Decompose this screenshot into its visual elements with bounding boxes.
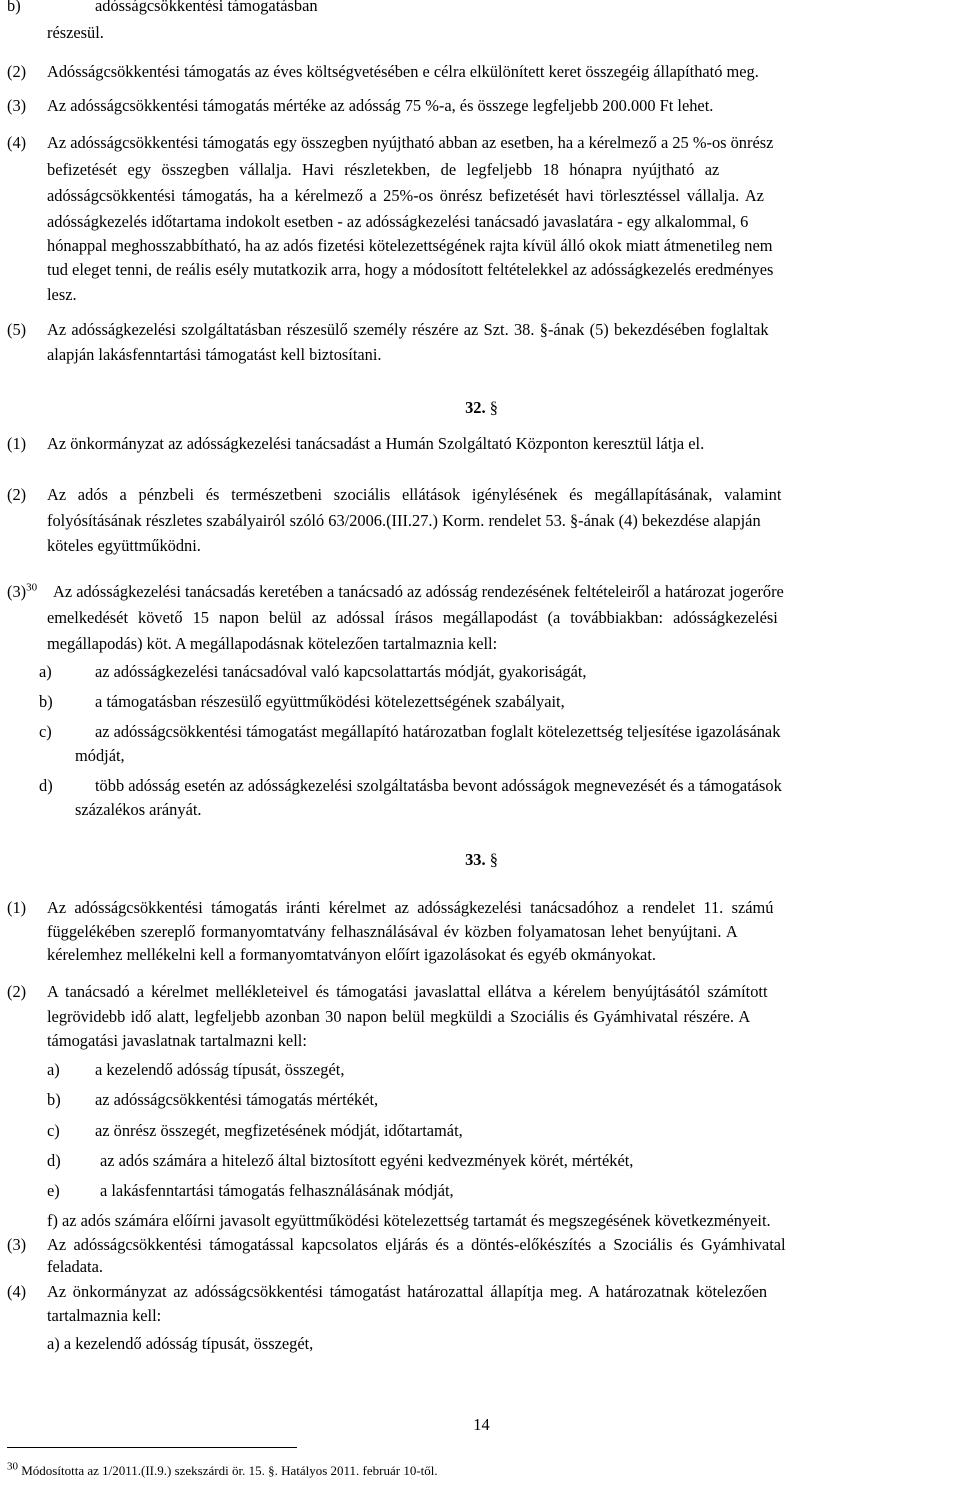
item-label: c)	[47, 1121, 60, 1140]
paragraph-number: (2)	[7, 485, 27, 504]
paragraph-line: tud eleget tenni, de reális esély mutatkozik arra, hogy a módosított feltételekkel az adósságkezelés eredményes	[47, 260, 774, 279]
paragraph-number: (2)	[7, 982, 27, 1001]
item-label: a)	[39, 662, 52, 681]
paragraph-line: alapján lakásfenntartási támogatást kell biztosítani.	[47, 345, 382, 364]
paragraph-number	[7, 582, 37, 602]
paragraph-line: kérelemhez mellékelni kell a formanyomtatványon előírt igazolásokat és egyéb okmányokat.	[47, 945, 656, 964]
item-continuation: részesül.	[47, 23, 104, 42]
item-text: adósságcsökkentési támogatásban	[95, 0, 318, 15]
item-text: a kezelendő adósság típusát, összegét,	[95, 1060, 345, 1079]
paragraph-number: (3)	[7, 96, 27, 115]
item-text: az adósságcsökkentési támogatást megállapító határozatban foglalt kötelezettség teljesítése igazolásának	[95, 722, 781, 741]
paragraph-text: Az önkormányzat az adósságkezelési tanácsadást a Humán Szolgáltató Központon keresztül látja el.	[47, 434, 705, 453]
paragraph-line: megállapodás) köt. A megállapodásnak kötelezően tartalmaznia kell:	[47, 634, 498, 653]
footnote-number: 30	[7, 1460, 18, 1473]
paragraph-line: feladata.	[47, 1257, 103, 1276]
paragraph-line: befizetését egy összegben vállalja. Havi részletekben, de legfeljebb 18 hónapra nyújtható az	[47, 160, 720, 179]
paragraph-line: köteles együttműködni.	[47, 536, 201, 555]
item-continuation: módját,	[75, 746, 125, 765]
paragraph-text: Adósságcsökkentési támogatás az éves költségvetésében e célra elkülönített keret összegéig állapítható meg.	[47, 62, 759, 81]
paragraph-line: folyósításának részletes szabályairól szóló 63/2006.(III.27.) Korm. rendelet 53. §-ának (4) bekezdése alapján	[47, 511, 761, 530]
paragraph-line: legrövidebb idő alatt, legfeljebb azonban 30 napon belül megküldi a Szociális és Gyámhivatal részére. A	[47, 1007, 751, 1026]
section-number: 33.	[465, 850, 486, 869]
item-text: a lakásfenntartási támogatás felhasználásának módját,	[100, 1181, 454, 1200]
item-text: az önrész összegét, megfizetésének módját, időtartamát,	[95, 1121, 463, 1140]
item-label: e)	[47, 1181, 60, 1200]
paragraph-line: függelékében szereplő formanyomtatvány felhasználásával év közben folyamatosan lehet benyújtani. A	[47, 922, 738, 941]
paragraph-line: A tanácsadó a kérelmet mellékleteivel és támogatási javaslattal ellátva a kérelem benyújtásától számított	[47, 982, 768, 1001]
paragraph-number: (3)	[7, 1235, 27, 1254]
footnote-separator	[7, 1447, 297, 1448]
section-sign: §	[489, 398, 498, 417]
item-label: d)	[39, 776, 53, 795]
page-number: 14	[473, 1415, 490, 1434]
paragraph-number: (2)	[7, 62, 27, 81]
item-label: a)	[47, 1060, 60, 1079]
item-text: az adósságcsökkentési támogatás mértékét,	[95, 1090, 379, 1109]
paragraph-line: Az adós a pénzbeli és természetbeni szociális ellátások igénylésének és megállapításának, valamint	[47, 485, 782, 504]
section-number: 32.	[465, 398, 486, 417]
item-continuation: százalékos arányát.	[75, 800, 202, 819]
paragraph-number-text: (3)	[7, 582, 27, 601]
paragraph-number: (1)	[7, 434, 27, 453]
paragraph-line: adósságcsökkentési támogatás, ha a kérelmező a 25%-os önrész befizetését havi törlesztéssel vállalja. Az	[47, 186, 764, 205]
footnote-ref[interactable]: 30	[26, 581, 38, 594]
paragraph-line: adósságkezelés időtartama indokolt esetben - az adósságkezelési tanácsadó javaslatára - egy alkalommal, 6	[47, 212, 749, 231]
item-text: több adósság esetén az adósságkezelési szolgáltatásba bevont adósságok megnevezését és a támogatások	[95, 776, 782, 795]
item-text: a támogatásban részesülő együttműködési kötelezettségének szabályait,	[95, 692, 565, 711]
paragraph-line: Az adósságcsökkentési támogatás egy összegben nyújtható abban az esetben, ha a kérelmező a 25 %-os önrész	[47, 133, 774, 152]
item-text: f) az adós számára előírni javasolt együttműködési kötelezettség tartamát és megszegésének következményeit.	[47, 1211, 771, 1230]
paragraph-line: támogatási javaslatnak tartalmazni kell:	[47, 1031, 307, 1050]
paragraph-line: Az önkormányzat az adósságcsökkentési támogatást határozattal állapítja meg. A határozatnak kötelezően	[47, 1282, 768, 1301]
paragraph-line: lesz.	[47, 285, 77, 304]
item-label: b)	[7, 0, 21, 15]
paragraph-line: emelkedését követő 15 napon belül az adóssal írásos megállapodást (a továbbiakban: adósságkezelési	[47, 608, 778, 627]
item-label: c)	[39, 722, 52, 741]
paragraph-number: (1)	[7, 898, 27, 917]
paragraph-line: Az adósságkezelési szolgáltatásban részesülő személy részére az Szt. 38. §-ának (5) bekezdésében foglaltak	[47, 320, 769, 339]
item-label: b)	[39, 692, 53, 711]
paragraph-text: Az adósságcsökkentési támogatás mértéke az adósság 75 %-a, és összege legfeljebb 200.000 Ft lehet.	[47, 96, 714, 115]
section-sign: §	[489, 850, 498, 869]
paragraph-line: Az adósságkezelési tanácsadás keretében a tanácsadó az adósság rendezésének feltételeiről a határozat jogerőre	[53, 582, 784, 601]
paragraph-line: Az adósságcsökkentési támogatás iránti kérelmet az adósságkezelési tanácsadóhoz a rendelet 11. számú	[47, 898, 774, 917]
section-heading	[7, 850, 956, 870]
section-heading	[7, 398, 956, 418]
item-label: d)	[47, 1151, 61, 1170]
paragraph-line: Az adósságcsökkentési támogatással kapcsolatos eljárás és a döntés-előkészítés a Szociális és Gyámhivatal	[47, 1235, 786, 1254]
item-label: b)	[47, 1090, 61, 1109]
footnote	[7, 1460, 438, 1479]
paragraph-line: hónappal meghosszabbítható, ha az adós fizetési kötelezettségének rajta kívül álló okok miatt átmenetileg nem	[47, 236, 773, 255]
paragraph-number: (5)	[7, 320, 27, 339]
item-text: az adósságkezelési tanácsadóval való kapcsolattartás módját, gyakoriságát,	[95, 662, 587, 681]
paragraph-line: tartalmaznia kell:	[47, 1306, 162, 1325]
paragraph-number: (4)	[7, 133, 27, 152]
footnote-text: Módosította az 1/2011.(II.9.) szekszárdi ör. 15. §. Hatályos 2011. február 10-től.	[21, 1463, 438, 1478]
item-text: a) a kezelendő adósság típusát, összegét,	[47, 1334, 314, 1353]
paragraph-number: (4)	[7, 1282, 27, 1301]
item-text: az adós számára a hitelező által biztosított egyéni kedvezmények körét, mértékét,	[100, 1151, 634, 1170]
